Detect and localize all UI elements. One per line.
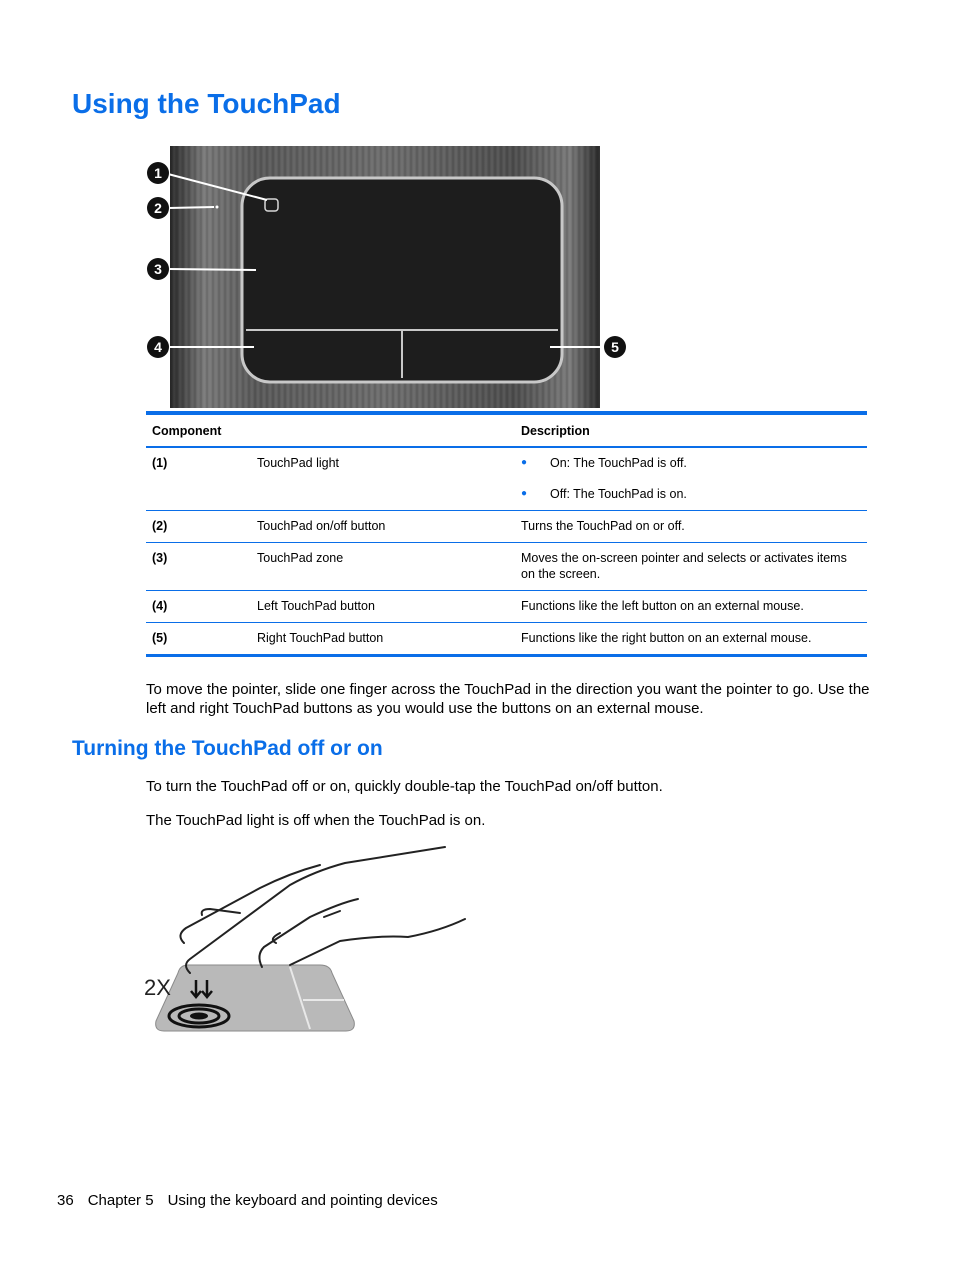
chapter-title: Using the keyboard and pointing devices: [167, 1192, 438, 1209]
row-component: Right TouchPad button: [257, 631, 384, 645]
row-number: (2): [146, 511, 251, 543]
hand-icon: [180, 847, 465, 973]
double-tap-paragraph: To turn the TouchPad off or on, quickly double-tap the TouchPad on/off button.: [146, 778, 663, 795]
table-row: [146, 623, 867, 656]
row-description: Turns the TouchPad on or off.: [515, 511, 867, 543]
bullet-list: [521, 455, 861, 502]
table-row: [146, 511, 867, 543]
table-row: [146, 447, 867, 511]
list-item: ● On: The TouchPad is off.: [521, 455, 861, 471]
callout-4-label: 4: [154, 339, 162, 355]
section-heading: Turning the TouchPad off or on: [72, 737, 383, 760]
row-component: TouchPad light: [251, 447, 515, 511]
double-tap-illustration: [140, 843, 475, 1038]
tap-count-label: 2X: [144, 975, 171, 1000]
list-item: ● Off: The TouchPad is on.: [521, 486, 861, 502]
table-row: [146, 591, 867, 623]
table-header-row: [146, 413, 867, 447]
row-number: (1): [146, 447, 251, 511]
row-description: Moves the on-screen pointer and selects or activates items on the screen.: [515, 543, 867, 591]
row-number: (4): [146, 591, 251, 623]
row-description: Functions like the left button on an external mouse.: [515, 591, 867, 623]
table-row: [146, 543, 867, 591]
component-table: [146, 411, 867, 657]
tap-target-icon: [169, 1005, 229, 1027]
page-title: Using the TouchPad: [72, 88, 341, 119]
callout-1-label: 1: [154, 165, 162, 181]
row-component: Left TouchPad button: [251, 591, 515, 623]
row-description: [515, 447, 867, 511]
light-paragraph: The TouchPad light is off when the TouchPad is on.: [146, 812, 486, 829]
page-footer: [57, 1192, 452, 1209]
touchpad-diagram: [140, 146, 630, 408]
row-component: TouchPad zone: [251, 543, 515, 591]
row-number: (3): [146, 543, 251, 591]
callout-5-label: 5: [611, 339, 619, 355]
row-description: Functions like the right button on an external mouse.: [521, 631, 812, 645]
chapter-label: Chapter 5: [87, 1192, 154, 1209]
header-description: Description: [515, 413, 867, 447]
pointer-paragraph: To move the pointer, slide one finger across the TouchPad in the direction you want the pointer to go. Use the left and right TouchPad buttons as you would use the buttons on an external mouse.: [146, 681, 870, 717]
row-component: TouchPad on/off button: [251, 511, 515, 543]
page-number: 36: [57, 1192, 74, 1209]
callout-3-label: 3: [154, 261, 162, 277]
header-component: Component: [146, 413, 515, 447]
callout-2-label: 2: [154, 200, 162, 216]
row-number: (5): [152, 631, 168, 645]
